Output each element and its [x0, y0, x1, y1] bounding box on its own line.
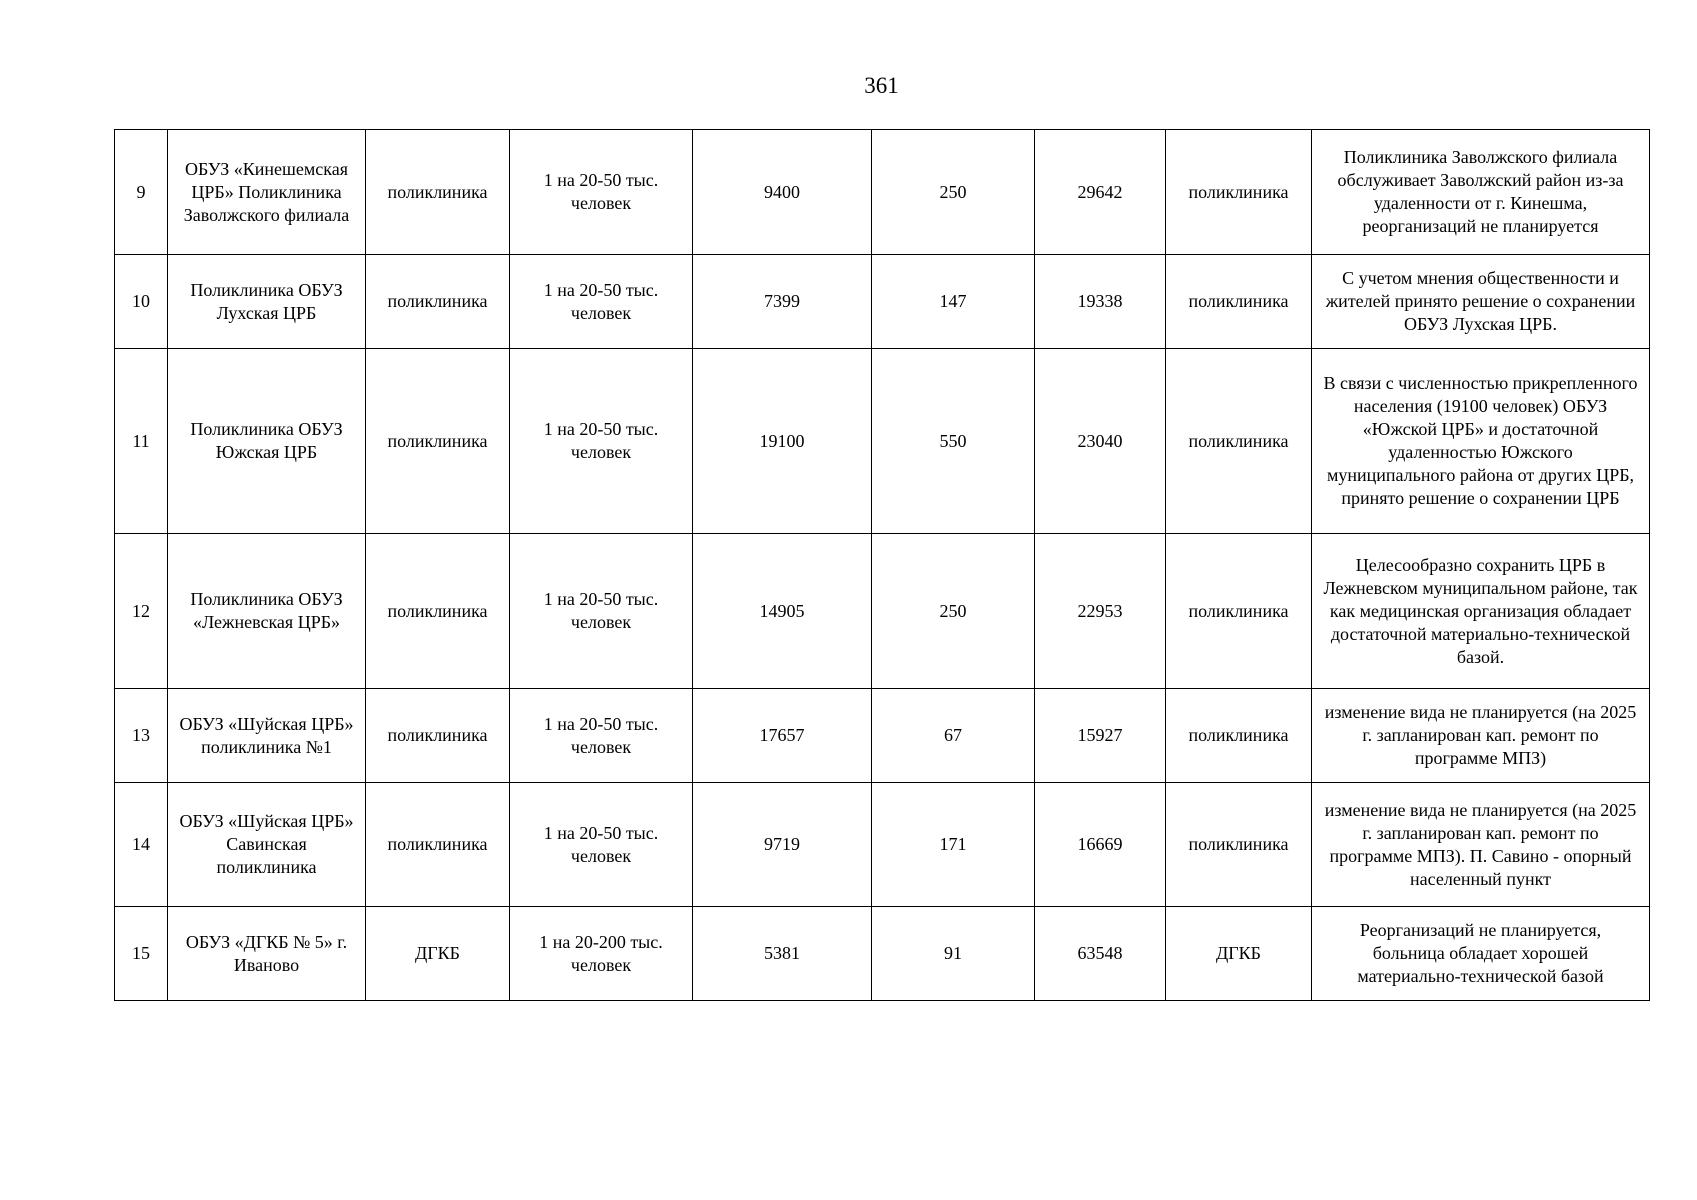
- cell-facility-name: Поликлиника ОБУЗ «Лежневская ЦРБ»: [168, 534, 366, 689]
- table-row: [115, 255, 1650, 349]
- cell-distance: 250: [872, 130, 1035, 255]
- table-row: [115, 349, 1650, 534]
- cell-note: изменение вида не планируется (на 2025 г. запланирован кап. ремонт по программе МПЗ). П. Савино - опорный населенный пункт: [1312, 783, 1650, 907]
- cell-new-type: ДГКБ: [1166, 907, 1312, 1001]
- cell-visits: 15927: [1035, 689, 1166, 783]
- cell-visits: 29642: [1035, 130, 1166, 255]
- table-row: [115, 907, 1650, 1001]
- cell-visits: 19338: [1035, 255, 1166, 349]
- cell-visits: 23040: [1035, 349, 1166, 534]
- cell-number: 10: [115, 255, 168, 349]
- cell-note: Целесообразно сохранить ЦРБ в Лежневском муниципальном районе, так как медицинская организация обладает достаточной материально-технической базой.: [1312, 534, 1650, 689]
- cell-population: 9719: [693, 783, 872, 907]
- cell-norm: 1 на 20-200 тыс. человек: [510, 907, 693, 1001]
- cell-facility-name: ОБУЗ «Кинешемская ЦРБ» Поликлиника Заволжского филиала: [168, 130, 366, 255]
- cell-facility-name: Поликлиника ОБУЗ Южская ЦРБ: [168, 349, 366, 534]
- cell-norm: 1 на 20-50 тыс. человек: [510, 689, 693, 783]
- cell-number: 15: [115, 907, 168, 1001]
- cell-distance: 67: [872, 689, 1035, 783]
- cell-note: С учетом мнения общественности и жителей принято решение о сохранении ОБУЗ Лухская ЦРБ.: [1312, 255, 1650, 349]
- cell-new-type: поликлиника: [1166, 349, 1312, 534]
- cell-note: В связи с численностью прикрепленного населения (19100 человек) ОБУЗ «Южской ЦРБ» и достаточной удаленностью Южского муниципального района от других ЦРБ, принято решение о сохранении ЦРБ: [1312, 349, 1650, 534]
- cell-population: 9400: [693, 130, 872, 255]
- cell-norm: 1 на 20-50 тыс. человек: [510, 130, 693, 255]
- cell-population: 17657: [693, 689, 872, 783]
- cell-note: изменение вида не планируется (на 2025 г. запланирован кап. ремонт по программе МПЗ): [1312, 689, 1650, 783]
- cell-new-type: поликлиника: [1166, 130, 1312, 255]
- table-row: [115, 689, 1650, 783]
- cell-new-type: поликлиника: [1166, 534, 1312, 689]
- table-row: [115, 534, 1650, 689]
- cell-distance: 250: [872, 534, 1035, 689]
- cell-facility-name: ОБУЗ «ДГКБ № 5» г. Иваново: [168, 907, 366, 1001]
- cell-facility-type: поликлиника: [366, 534, 510, 689]
- cell-visits: 63548: [1035, 907, 1166, 1001]
- cell-facility-type: поликлиника: [366, 255, 510, 349]
- cell-facility-name: ОБУЗ «Шуйская ЦРБ» поликлиника №1: [168, 689, 366, 783]
- page-number: 361: [864, 73, 899, 98]
- cell-facility-type: поликлиника: [366, 689, 510, 783]
- cell-distance: 147: [872, 255, 1035, 349]
- facilities-table: [114, 129, 1650, 1001]
- cell-facility-name: Поликлиника ОБУЗ Лухская ЦРБ: [168, 255, 366, 349]
- cell-facility-type: поликлиника: [366, 349, 510, 534]
- cell-number: 14: [115, 783, 168, 907]
- table-row: [115, 130, 1650, 255]
- cell-population: 5381: [693, 907, 872, 1001]
- cell-note: Поликлиника Заволжского филиала обслуживает Заволжский район из-за удаленности от г. Кинешма, реорганизаций не планируется: [1312, 130, 1650, 255]
- cell-visits: 16669: [1035, 783, 1166, 907]
- cell-norm: 1 на 20-50 тыс. человек: [510, 783, 693, 907]
- cell-norm: 1 на 20-50 тыс. человек: [510, 255, 693, 349]
- cell-distance: 171: [872, 783, 1035, 907]
- cell-new-type: поликлиника: [1166, 783, 1312, 907]
- cell-number: 9: [115, 130, 168, 255]
- cell-number: 12: [115, 534, 168, 689]
- cell-population: 19100: [693, 349, 872, 534]
- cell-distance: 91: [872, 907, 1035, 1001]
- cell-facility-type: ДГКБ: [366, 907, 510, 1001]
- cell-population: 14905: [693, 534, 872, 689]
- table-body: [115, 130, 1650, 1001]
- cell-facility-type: поликлиника: [366, 783, 510, 907]
- cell-distance: 550: [872, 349, 1035, 534]
- cell-new-type: поликлиника: [1166, 255, 1312, 349]
- cell-facility-type: поликлиника: [366, 130, 510, 255]
- cell-norm: 1 на 20-50 тыс. человек: [510, 534, 693, 689]
- cell-norm: 1 на 20-50 тыс. человек: [510, 349, 693, 534]
- cell-new-type: поликлиника: [1166, 689, 1312, 783]
- cell-note: Реорганизаций не планируется, больница обладает хорошей материально-технической базой: [1312, 907, 1650, 1001]
- cell-population: 7399: [693, 255, 872, 349]
- cell-number: 11: [115, 349, 168, 534]
- cell-visits: 22953: [1035, 534, 1166, 689]
- cell-number: 13: [115, 689, 168, 783]
- table-row: [115, 783, 1650, 907]
- cell-facility-name: ОБУЗ «Шуйская ЦРБ» Савинская поликлиника: [168, 783, 366, 907]
